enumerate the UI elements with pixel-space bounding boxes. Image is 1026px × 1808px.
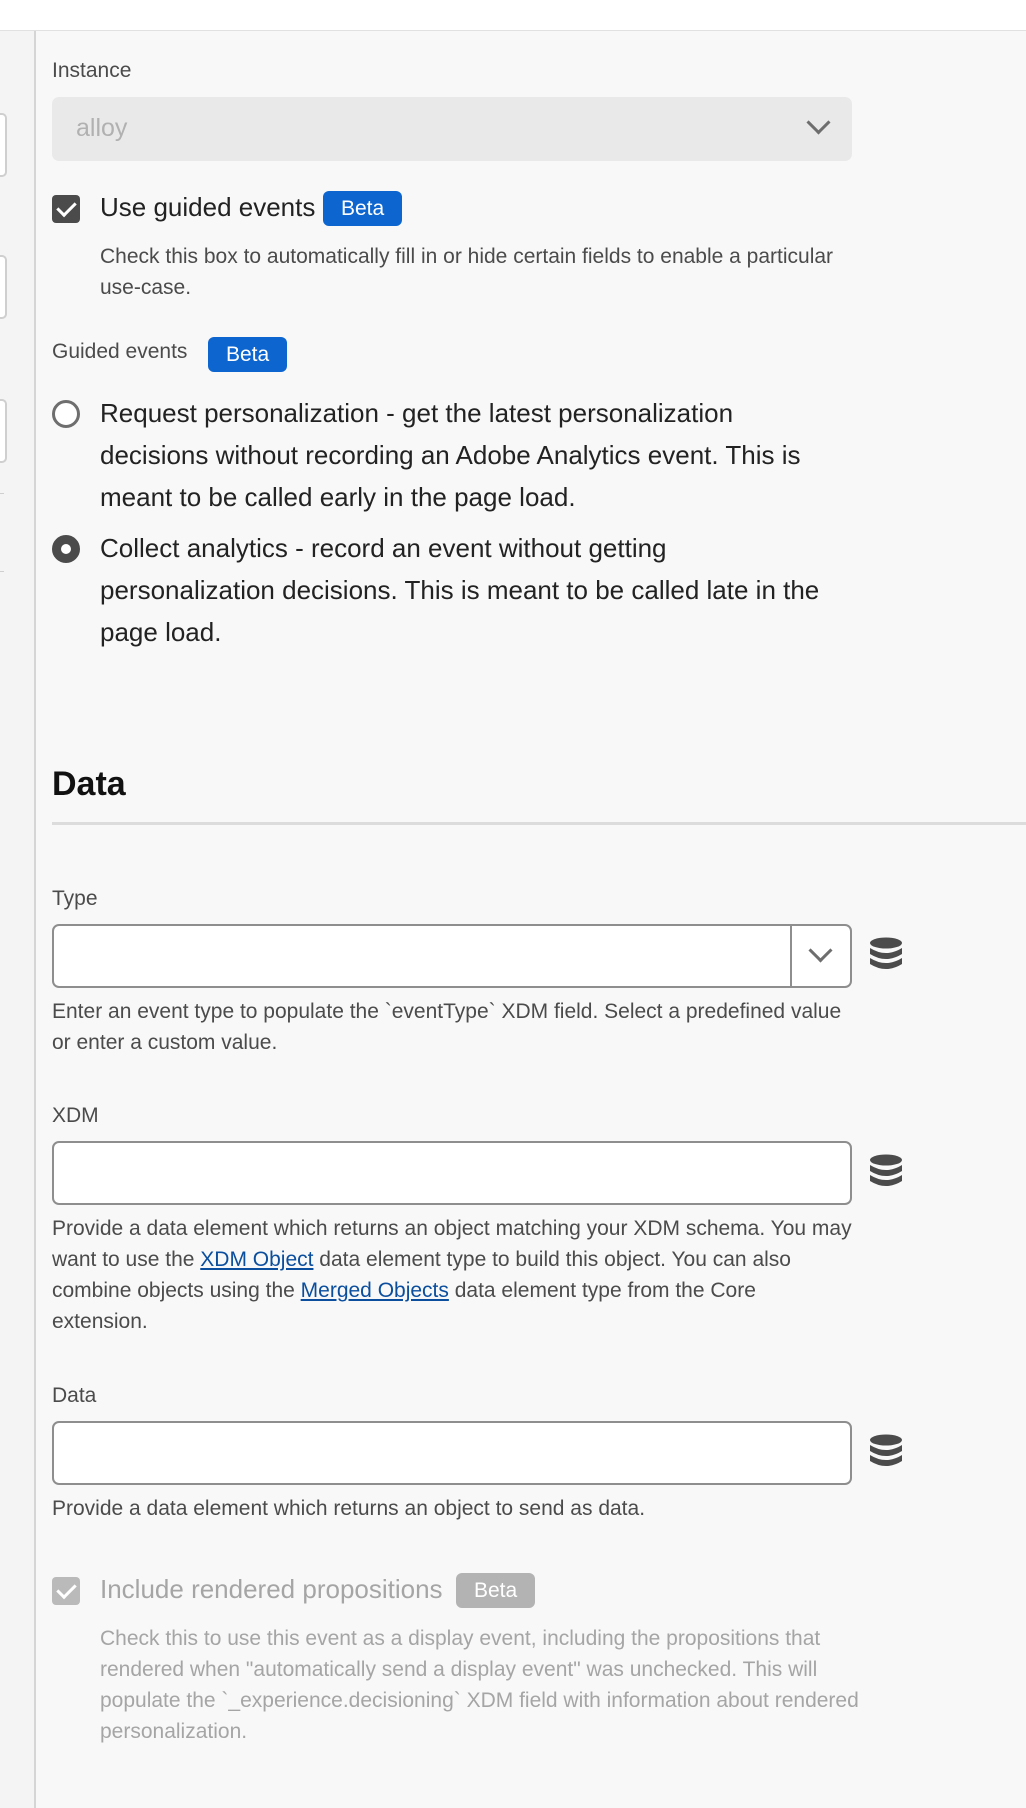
left-panel-divider bbox=[0, 571, 4, 572]
xdm-input[interactable] bbox=[54, 1143, 850, 1203]
type-combobox bbox=[52, 924, 852, 988]
beta-badge: Beta bbox=[208, 337, 287, 372]
xdm-help-text: data element type from the Core extension. bbox=[52, 1279, 756, 1333]
top-bar bbox=[0, 0, 1026, 31]
beta-badge: Beta bbox=[323, 191, 402, 226]
xdm-help-text: data element type to build this object. You can also combine objects using the bbox=[52, 1248, 791, 1302]
chevron-down-icon bbox=[808, 938, 832, 962]
include-rendered-propositions-label[interactable]: Include rendered propositions bbox=[100, 1574, 443, 1604]
data-section-title: Data bbox=[52, 765, 126, 803]
left-panel-divider bbox=[0, 493, 4, 494]
type-input[interactable] bbox=[54, 926, 790, 986]
type-label: Type bbox=[52, 887, 98, 910]
left-panel-field-stub bbox=[0, 255, 7, 319]
data-input[interactable] bbox=[54, 1423, 850, 1483]
database-icon[interactable] bbox=[869, 1154, 903, 1192]
radio-request-personalization-label[interactable]: Request personalization - get the latest personalization decisions without recording an Adobe Analytics event. This is meant to be called early in the page load. bbox=[100, 398, 801, 512]
left-panel-field-stub bbox=[0, 113, 7, 177]
use-guided-events-help: Check this box to automatically fill in or hide certain fields to enable a particular use-case. bbox=[100, 245, 834, 299]
data-help: Provide a data element which returns an object to send as data. bbox=[52, 1497, 646, 1520]
xdm-field bbox=[52, 1141, 852, 1205]
merged-objects-link[interactable]: Merged Objects bbox=[300, 1279, 449, 1302]
database-icon[interactable] bbox=[869, 1434, 903, 1472]
beta-badge: Beta bbox=[456, 1573, 535, 1608]
type-help: Enter an event type to populate the `eventType` XDM field. Select a predefined value or enter a custom value. bbox=[52, 1000, 842, 1054]
checkmark-icon bbox=[56, 1579, 77, 1600]
xdm-help bbox=[52, 1213, 852, 1337]
left-panel-field-stub bbox=[0, 399, 7, 463]
radio-collect-analytics-label[interactable]: Collect analytics - record an event without getting personalization decisions. This is meant to be called late in the page load. bbox=[100, 533, 820, 647]
section-divider bbox=[52, 822, 1026, 825]
xdm-label: XDM bbox=[52, 1104, 99, 1127]
radio-collect-analytics[interactable] bbox=[52, 535, 80, 563]
guided-events-label: Guided events bbox=[52, 340, 188, 363]
use-guided-events-checkbox[interactable] bbox=[52, 195, 80, 223]
database-icon[interactable] bbox=[869, 937, 903, 975]
type-dropdown-button[interactable] bbox=[792, 926, 850, 986]
xdm-object-link[interactable]: XDM Object bbox=[200, 1248, 314, 1271]
use-guided-events-label[interactable]: Use guided events bbox=[100, 192, 316, 222]
chevron-down-icon bbox=[806, 110, 830, 134]
xdm-help-text: Provide a data element which returns an object matching your XDM schema. You may want to use the bbox=[52, 1217, 852, 1271]
instance-picker bbox=[52, 97, 852, 161]
left-panel-edge bbox=[0, 31, 36, 1808]
include-rendered-propositions-help: Check this to use this event as a display event, including the propositions that rendered when "automatically send a display event" was unchecked. This will populate the `_experience.decisioning` XDM field with information about rendered personalization. bbox=[100, 1627, 859, 1743]
data-field bbox=[52, 1421, 852, 1485]
radio-request-personalization[interactable] bbox=[52, 400, 80, 428]
instance-label: Instance bbox=[52, 59, 132, 82]
checkmark-icon bbox=[56, 197, 77, 218]
data-label: Data bbox=[52, 1384, 97, 1407]
instance-value: alloy bbox=[76, 114, 128, 142]
include-rendered-propositions-checkbox[interactable] bbox=[52, 1577, 80, 1605]
